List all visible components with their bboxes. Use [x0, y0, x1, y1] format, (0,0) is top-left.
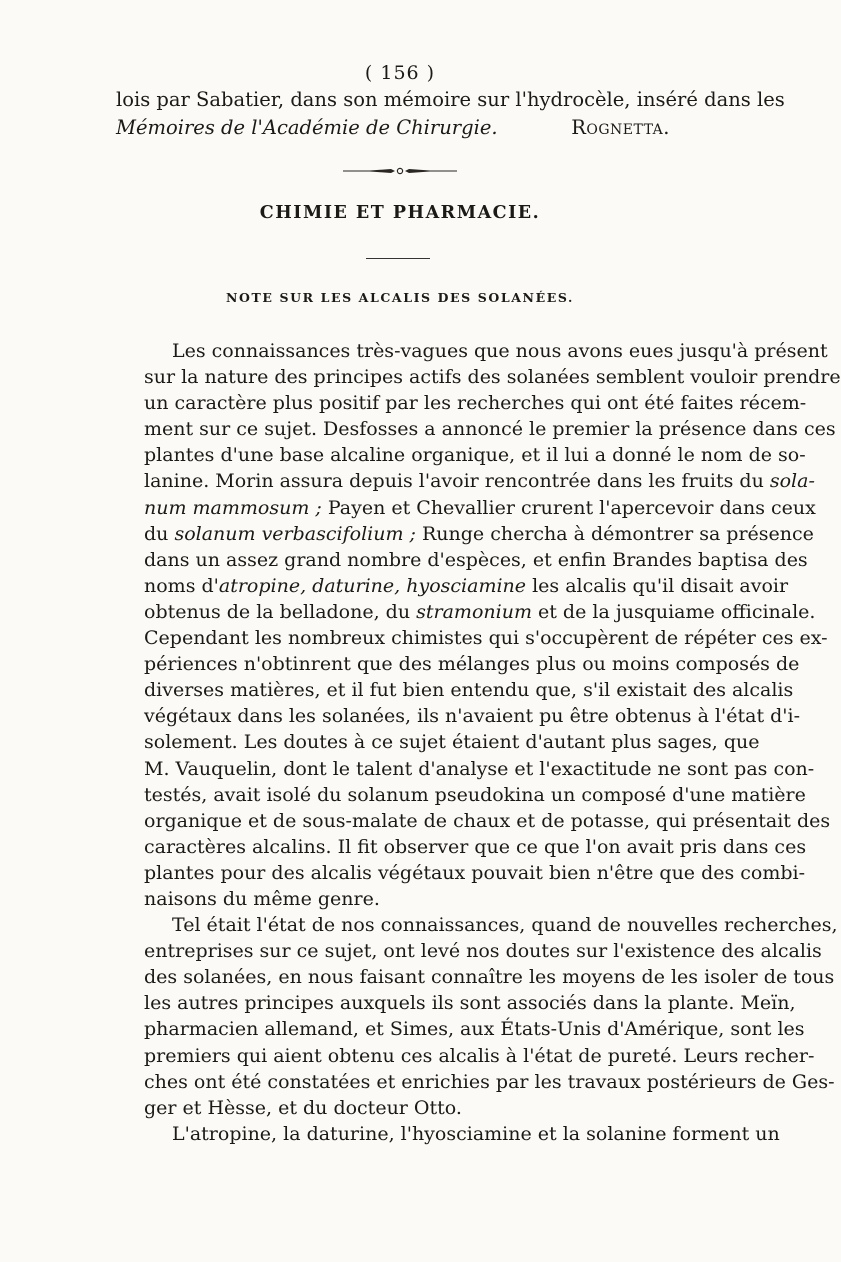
text-fragment: obtenus de la belladone, du [144, 600, 411, 623]
text-line: plantes pour des alcalis végétaux pouvait bien n'être que des combi- [144, 861, 806, 884]
article-body [116, 338, 841, 1147]
text-line-mixed [116, 599, 816, 625]
text-line: entreprises sur ce sujet, ont levé nos doutes sur l'existence des alcalis [144, 940, 822, 963]
paragraph-1 [116, 338, 841, 912]
text-line: diverses matières, et il fut bien entendu que, s'il existait des alcalis [144, 679, 794, 702]
text-line-mixed [116, 495, 816, 521]
text-fragment: et de la jusquiame officinale. [538, 600, 816, 623]
text-line: testés, avait isolé du solanum pseudokina un composé d'une matière [144, 783, 806, 806]
text-line-mixed [116, 521, 814, 547]
journal-title: Mémoires de l'Académie de Chirurgie. [116, 116, 498, 139]
title-rule [366, 258, 430, 259]
paragraph-2 [116, 912, 838, 1121]
text-line: naisons du même genre. [144, 887, 380, 910]
text-fragment: du [144, 522, 169, 545]
text-fragment: les alcalis qu'il disait avoir [532, 574, 789, 597]
italic-term: num mammosum ; [144, 496, 322, 519]
italic-term: sola- [769, 470, 815, 493]
text-line: ches ont été constatées et enrichies par les travaux postérieurs de Ges- [144, 1070, 835, 1093]
continuation-line: lois par Sabatier, dans son mémoire sur l'hydrocèle, inséré dans les [116, 88, 785, 111]
article-title: NOTE SUR LES ALCALIS DES SOLANÉES. [226, 290, 574, 305]
page-number: ( 156 ) [364, 62, 436, 84]
text-line: plantes d'une base alcaline organique, et il lui a donné le nom de so- [144, 444, 806, 467]
text-fragment: lanine. Morin assura depuis l'avoir rencontrée dans les fruits du [144, 470, 764, 493]
text-line: un caractère plus positif par les recherches qui ont été faites récem- [144, 392, 807, 415]
text-line: Les connaissances très-vagues que nous avons eues jusqu'à présent [172, 340, 828, 362]
text-line: pharmacien allemand, et Simes, aux États-Unis d'Amérique, sont les [144, 1018, 805, 1041]
section-title: CHIMIE ET PHARMACIE. [259, 203, 541, 223]
text-line: premiers qui aient obtenu ces alcalis à l'état de pureté. Leurs recher- [144, 1044, 815, 1067]
text-line: ger et Hèsse, et du docteur Otto. [144, 1096, 462, 1119]
ornament-divider-icon [335, 164, 465, 178]
text-line: les autres principes auxquels ils sont associés dans la plante. Meïn, [144, 992, 796, 1015]
text-line: Tel était l'état de nos connaissances, quand de nouvelles recherches, [172, 914, 838, 937]
text-line: organique et de sous-malate de chaux et de potasse, qui présentait des [144, 809, 831, 832]
paragraph-3 [116, 1121, 780, 1147]
text-line: Cependant les nombreux chimistes qui s'occupèrent de répéter ces ex- [144, 627, 828, 650]
text-fragment: Payen et Chevallier crurent l'apercevoir dans ceux [327, 496, 816, 519]
text-fragment: noms d' [144, 574, 219, 597]
text-line-mixed [116, 468, 815, 494]
citation-row [116, 116, 676, 142]
text-line: sur la nature des principes actifs des solanées semblent vouloir prendre [144, 366, 841, 389]
text-line: végétaux dans les solanées, ils n'avaient pu être obtenus à l'état d'i- [144, 705, 801, 728]
text-line: caractères alcalins. Il fit observer que ce que l'on avait pris dans ces [144, 835, 807, 858]
text-line: dans un assez grand nombre d'espèces, et enfin Brandes baptisa des [144, 548, 808, 571]
italic-term: solanum verbascifolium ; [174, 522, 416, 545]
article-author: Rognetta. [571, 116, 670, 139]
text-line-mixed [116, 573, 789, 599]
text-line: L'atropine, la daturine, l'hyosciamine et la solanine forment un [172, 1122, 780, 1145]
text-fragment: Runge chercha à démontrer sa présence [421, 522, 814, 545]
text-line: des solanées, en nous faisant connaître les moyens de les isoler de tous [144, 966, 835, 989]
italic-term: atropine, daturine, hyosciamine [218, 574, 527, 597]
text-line: solement. Les doutes à ce sujet étaient d'autant plus sages, que [144, 731, 760, 754]
italic-term: stramonium [416, 600, 532, 623]
text-line: périences n'obtinrent que des mélanges plus ou moins composés de [144, 653, 800, 676]
text-line: M. Vauquelin, dont le talent d'analyse et l'exactitude ne sont pas con- [144, 757, 815, 780]
text-line: ment sur ce sujet. Desfosses a annoncé le premier la présence dans ces [144, 418, 836, 441]
